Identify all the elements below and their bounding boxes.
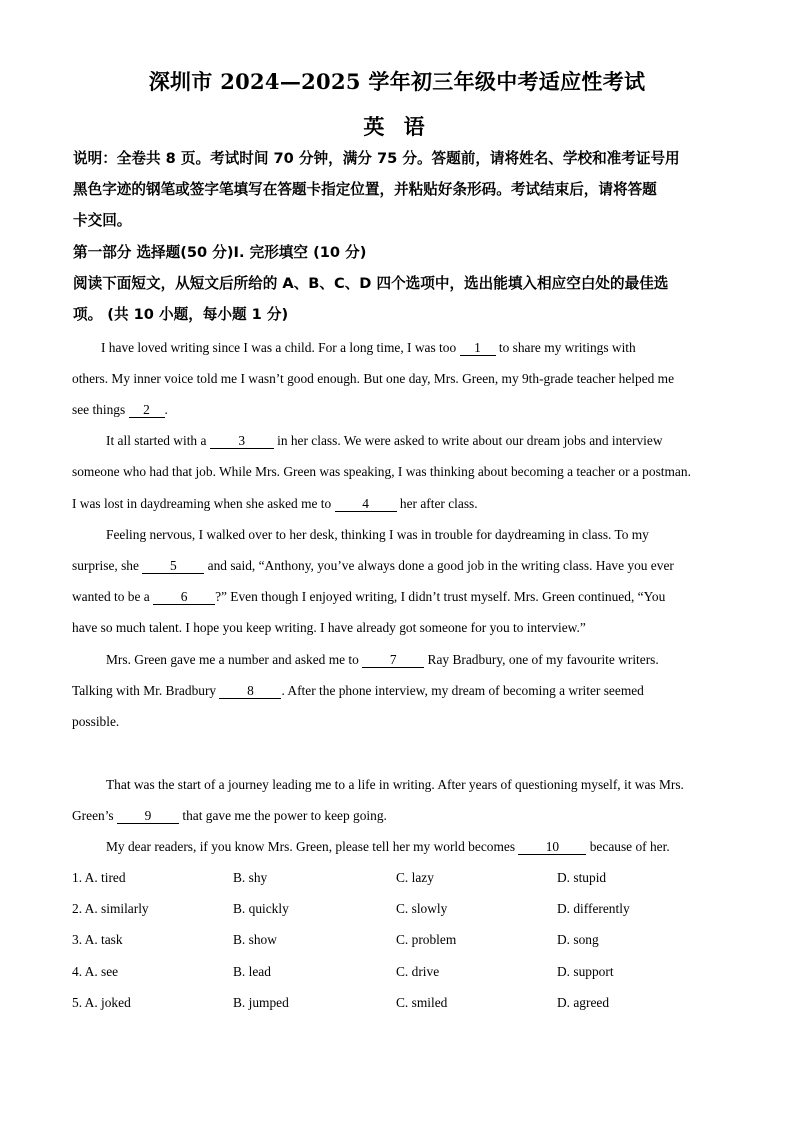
- option-b: B. jumped: [233, 995, 289, 1010]
- passage-line: someone who had that job. While Mrs. Green was speaking, I was thinking about becoming a teacher or a postman.: [72, 464, 691, 479]
- passage-line: surprise, she 5 and said, “Anthony, you’ve always done a good job in the writing class. Have you ever: [72, 558, 674, 573]
- passage-line: Green’s 9 that gave me the power to keep going.: [72, 808, 387, 823]
- option-b: B. lead: [233, 964, 271, 979]
- subject-title: 英 语: [363, 114, 431, 139]
- option-a: 4. A. see: [72, 964, 119, 979]
- option-d: D. support: [557, 964, 614, 979]
- section-heading: 第一部分 选择题(50 分)I. 完形填空 (10 分): [73, 244, 367, 261]
- passage-line: see things 2 .: [72, 402, 168, 417]
- option-a: 2. A. similarly: [72, 901, 149, 916]
- blank-5: 5: [142, 558, 204, 574]
- blank-7: 7: [362, 652, 424, 668]
- blank-9: 9: [117, 808, 179, 824]
- passage-line: I have loved writing since I was a child. For a long time, I was too 1 to share my writings with: [101, 340, 636, 355]
- option-d: D. agreed: [557, 995, 610, 1010]
- blank-10: 10: [518, 839, 586, 855]
- option-b: B. quickly: [233, 901, 289, 916]
- passage-line: I was lost in daydreaming when she asked me to 4 her after class.: [72, 496, 478, 511]
- blank-8: 8: [219, 683, 281, 699]
- instructions-line-3: 卡交回。: [73, 212, 132, 229]
- passage-line: wanted to be a 6 ?” Even though I enjoyed writing, I didn’t trust myself. Mrs. Green continued, “You: [72, 589, 666, 604]
- passage-line: possible.: [72, 714, 120, 729]
- option-d: D. stupid: [557, 870, 607, 885]
- blank-2: 2: [129, 402, 165, 418]
- blank-1: 1: [460, 340, 496, 356]
- passage-line: Feeling nervous, I walked over to her desk, thinking I was in trouble for daydreaming in class. To my: [106, 527, 649, 542]
- passage-line: It all started with a 3 in her class. We were asked to write about our dream jobs and interview: [106, 433, 663, 448]
- passage-line: have so much talent. I hope you keep writing. I have already got someone for you to interview.”: [72, 620, 586, 635]
- passage-line: Mrs. Green gave me a number and asked me to 7 Ray Bradbury, one of my favourite writers.: [106, 652, 659, 667]
- option-a: 3. A. task: [72, 932, 123, 947]
- directions-line-2: 项。 (共 10 小题，每小题 1 分): [73, 306, 289, 323]
- option-b: B. show: [233, 932, 277, 947]
- instructions-line-1: 说明：全卷共 8 页。考试时间 70 分钟，满分 75 分。答题前，请将姓名、学校和准考证号用: [73, 150, 680, 167]
- passage-line: My dear readers, if you know Mrs. Green, please tell her my world becomes 10 because of her.: [106, 839, 670, 854]
- option-a: 1. A. tired: [72, 870, 126, 885]
- option-c: C. slowly: [396, 901, 448, 916]
- option-c: C. drive: [396, 964, 440, 979]
- blank-3: 3: [210, 433, 274, 449]
- option-c: C. problem: [396, 932, 457, 947]
- option-a: 5. A. joked: [72, 995, 131, 1010]
- blank-6: 6: [153, 589, 215, 605]
- option-c: C. smiled: [396, 995, 448, 1010]
- passage-line: others. My inner voice told me I wasn’t good enough. But one day, Mrs. Green, my 9th-grade teacher helped me: [72, 371, 675, 386]
- exam-title: 深圳市 2024—2025 学年初三年级中考适应性考试: [148, 69, 646, 94]
- option-d: D. differently: [557, 901, 630, 916]
- passage-line: Talking with Mr. Bradbury 8 . After the phone interview, my dream of becoming a writer seemed: [72, 683, 644, 698]
- option-d: D. song: [557, 932, 599, 947]
- instructions-line-2: 黑色字迹的钢笔或签字笔填写在答题卡指定位置，并粘贴好条形码。考试结束后，请将答题: [73, 181, 657, 198]
- passage-line: That was the start of a journey leading me to a life in writing. After years of questioning myself, it was Mrs.: [106, 777, 684, 792]
- option-c: C. lazy: [396, 870, 434, 885]
- directions-line-1: 阅读下面短文，从短文后所给的 A、B、C、D 四个选项中，选出能填入相应空白处的最佳选: [73, 275, 669, 292]
- option-b: B. shy: [233, 870, 268, 885]
- blank-4: 4: [335, 496, 397, 512]
